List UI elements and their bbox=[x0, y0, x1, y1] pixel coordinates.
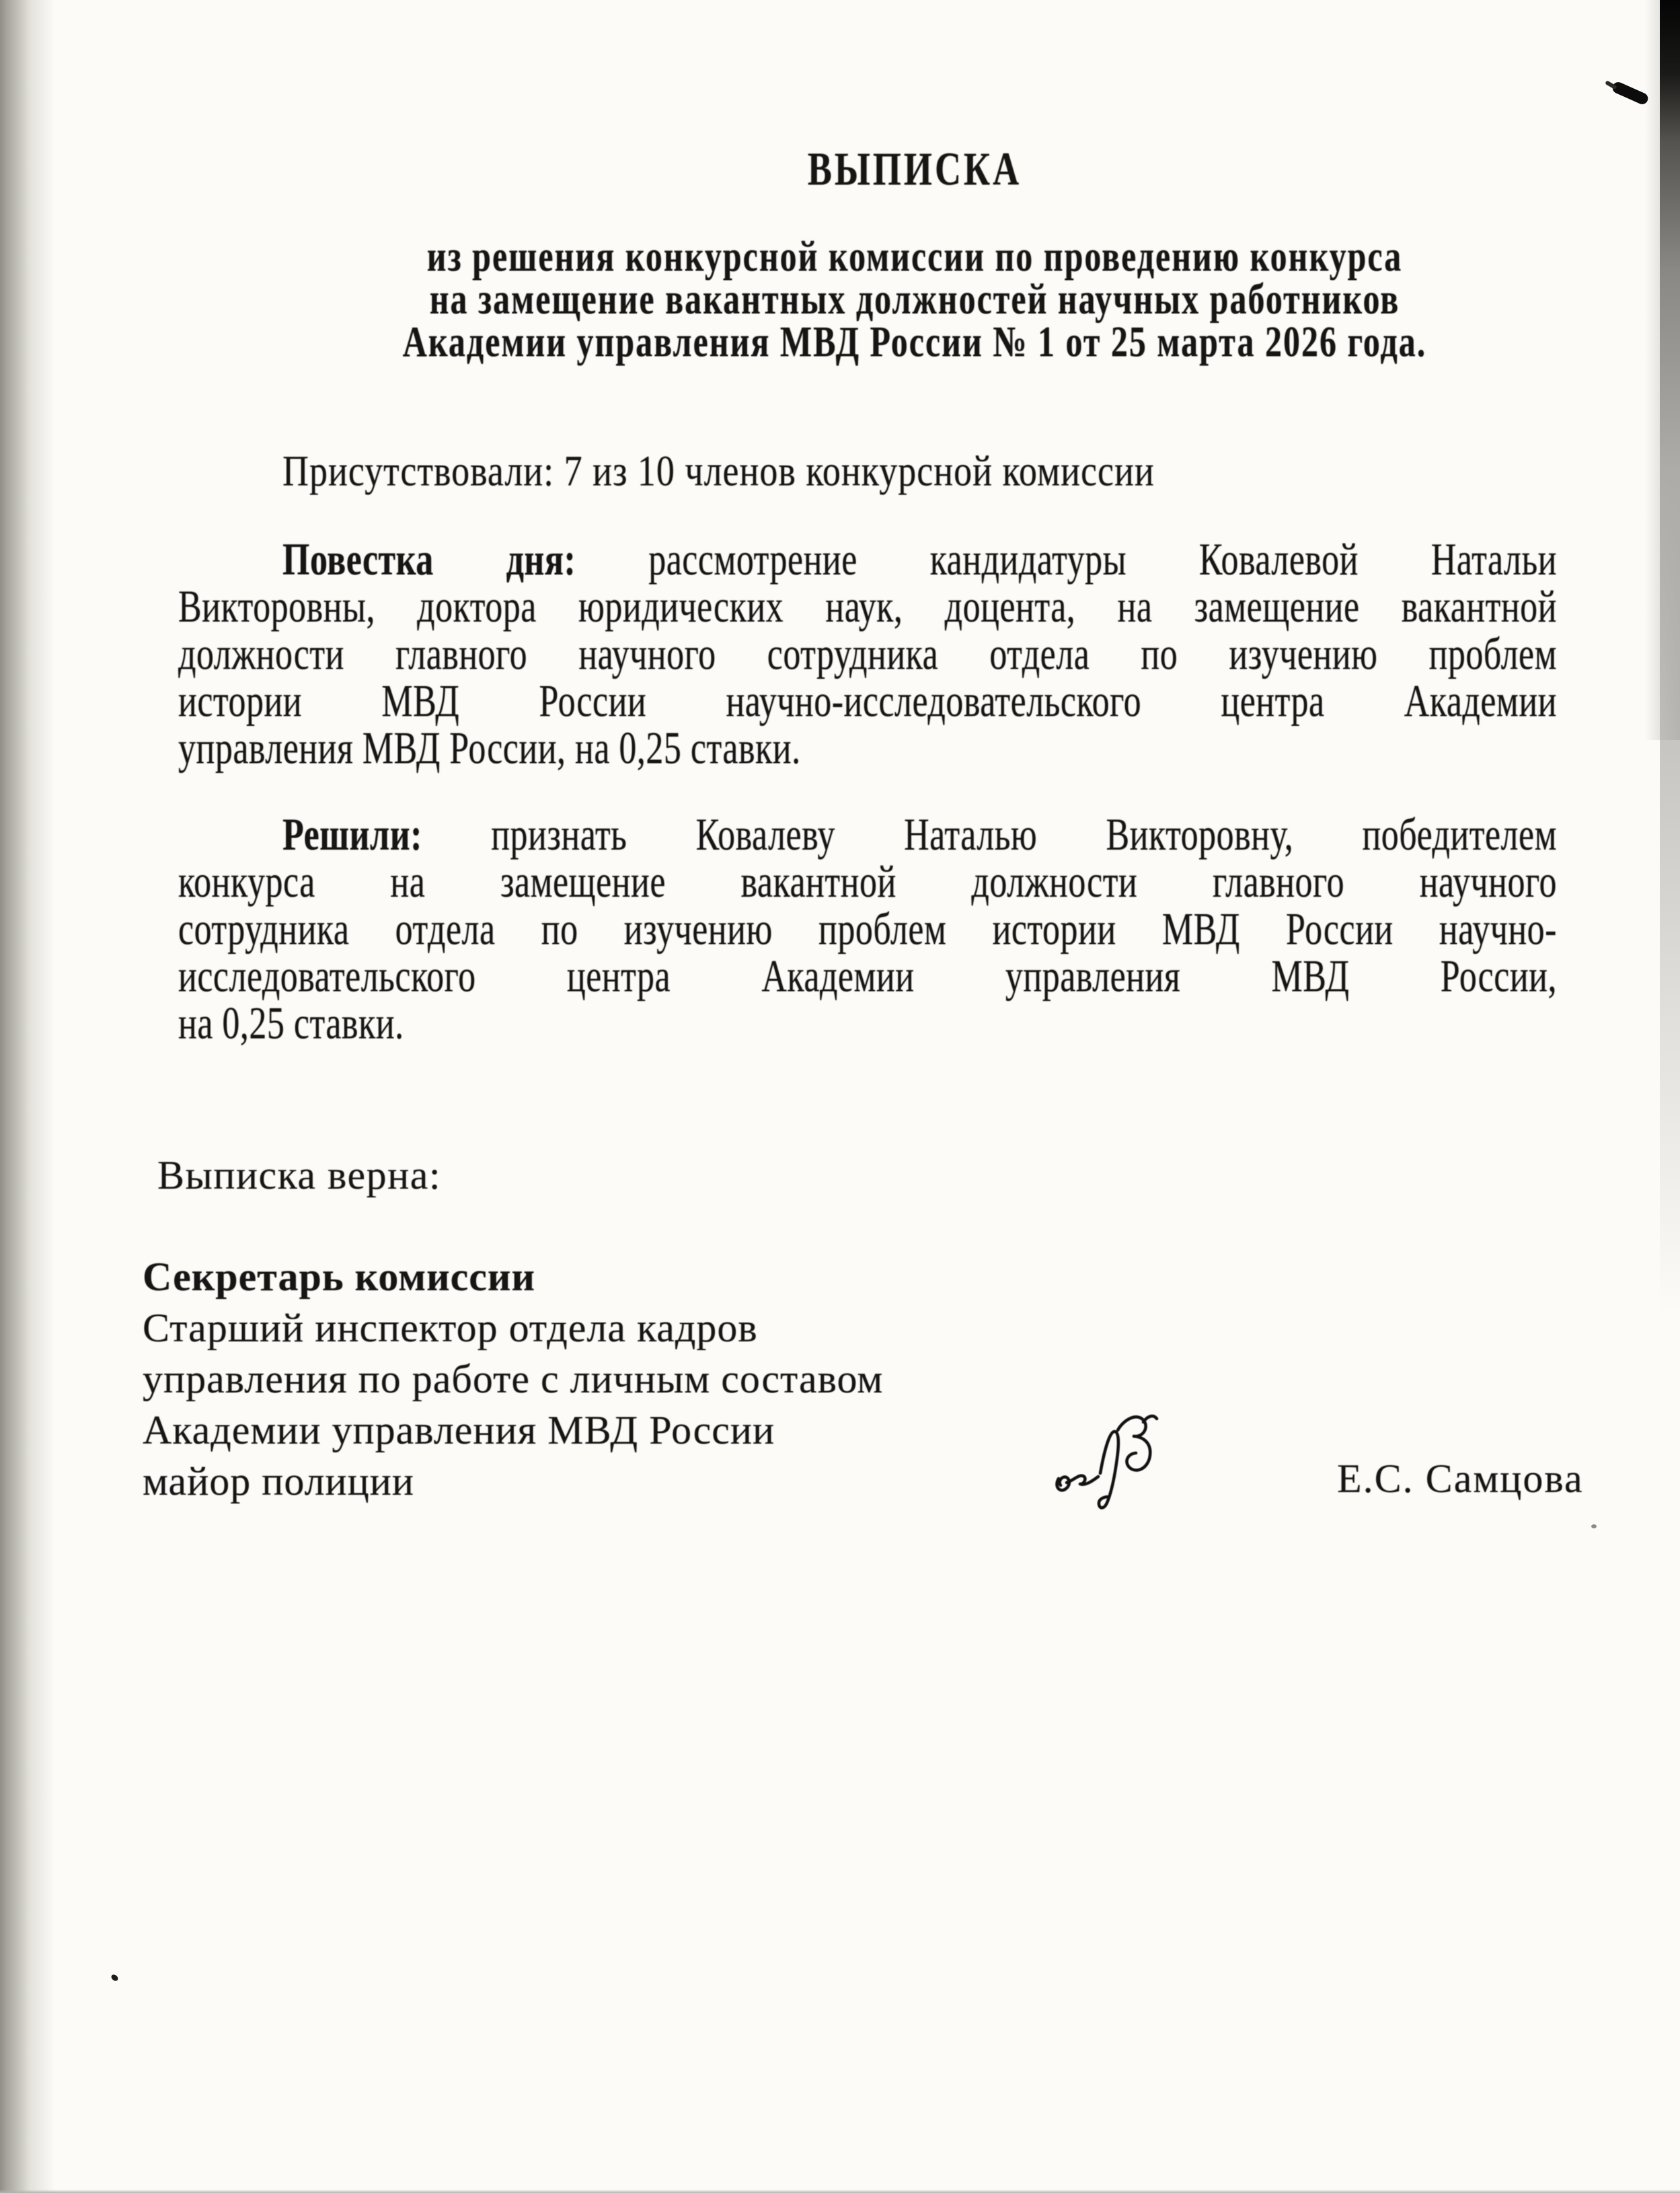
resolution-line: конкурса на замещение вакантной должности главного научного bbox=[178, 857, 1557, 907]
signoff-role-title: Секретарь комиссии bbox=[143, 1255, 536, 1299]
subtitle-line: на замещение вакантных должностей научных работников bbox=[429, 274, 1400, 324]
agenda-line: должности главного научного сотрудника отдела по изучению проблем bbox=[178, 629, 1557, 679]
agenda-paragraph bbox=[178, 537, 1557, 773]
resolution-label: Решили: bbox=[282, 810, 422, 860]
agenda-line: управления МВД России, на 0,25 ставки. bbox=[178, 724, 801, 774]
agenda-label: Повестка дня: bbox=[282, 535, 576, 585]
agenda-line: истории МВД России научно-исследовательского центра Академии bbox=[178, 677, 1557, 727]
subtitle-line: из решения конкурсной комиссии по проведению конкурса bbox=[426, 231, 1403, 281]
agenda-line1-text: рассмотрение кандидатуры Ковалевой Натальи bbox=[648, 535, 1558, 585]
handwritten-signature-icon bbox=[1048, 1401, 1217, 1511]
signoff-role-line: Академии управления МВД России bbox=[143, 1408, 775, 1452]
resolution-line: на 0,25 ставки. bbox=[178, 999, 404, 1049]
subtitle-line: Академии управления МВД России № 1 от 25 марта 2026 года. bbox=[402, 317, 1427, 366]
resolution-line1-text: признать Ковалеву Наталью Викторовну, победителем bbox=[491, 810, 1557, 860]
signoff-role-line: Старший инспектор отдела кадров bbox=[143, 1306, 758, 1350]
agenda-line bbox=[178, 537, 1557, 584]
resolution-line: исследовательского центра Академии управления МВД России, bbox=[178, 952, 1557, 1002]
signoff-role-line: управления по работе с личным составом bbox=[143, 1357, 884, 1401]
resolution-paragraph bbox=[178, 812, 1557, 1048]
resolution-line: сотрудника отдела по изучению проблем истории МВД России научно- bbox=[178, 904, 1557, 955]
certification-line: Выписка верна: bbox=[157, 1153, 442, 1197]
resolution-line bbox=[178, 812, 1557, 859]
document-subtitle bbox=[282, 231, 1547, 366]
document-title: ВЫПИСКА bbox=[807, 143, 1022, 195]
signer-name: Е.С. Самцова bbox=[1337, 1456, 1584, 1501]
agenda-line: Викторовны, доктора юридических наук, доцента, на замещение вакантной bbox=[178, 582, 1557, 632]
attendance-line: Присутствовали: 7 из 10 членов конкурсной комиссии bbox=[282, 447, 1155, 495]
signoff-block bbox=[143, 1251, 1192, 1507]
signoff-role-line: майор полиции bbox=[143, 1459, 414, 1503]
